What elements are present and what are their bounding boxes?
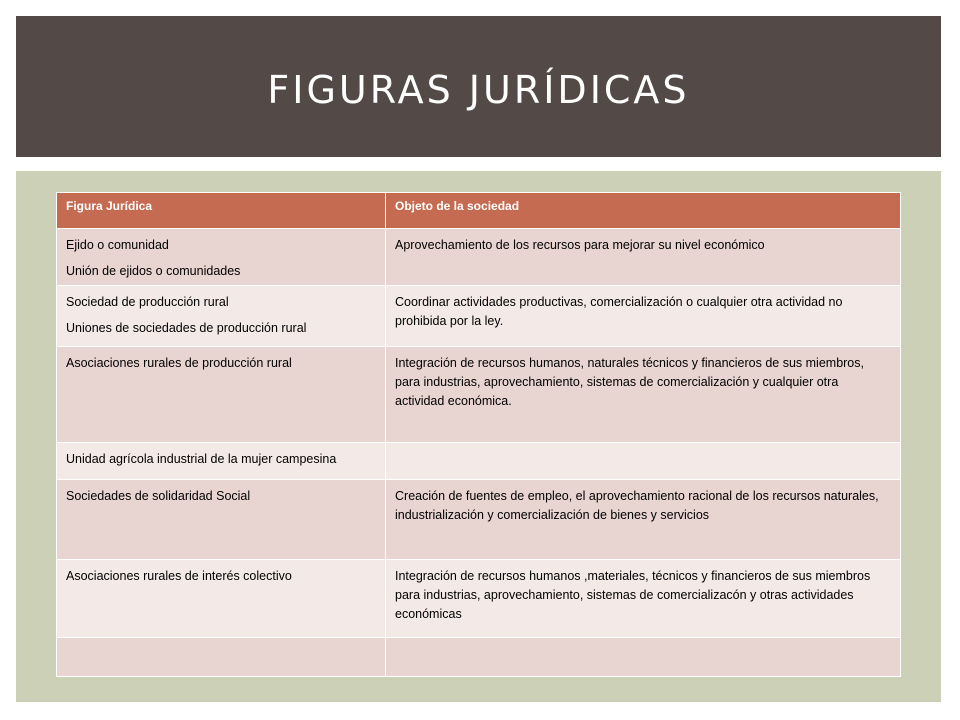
table-row: [57, 347, 901, 443]
cell-figura: [57, 229, 386, 286]
table-row: [57, 560, 901, 638]
cell-objeto: [386, 443, 901, 480]
figuras-table: [56, 192, 901, 677]
content-band: [16, 171, 941, 702]
figura-line: Ejido o comunidad: [66, 238, 169, 252]
table-row: [57, 638, 901, 677]
header-objeto: Objeto de la sociedad: [386, 193, 901, 229]
cell-objeto: [386, 638, 901, 677]
cell-figura: Asociaciones rurales de producción rural: [57, 347, 386, 443]
cell-objeto: Coordinar actividades productivas, comercialización o cualquier otra actividad no prohibida por la ley.: [386, 286, 901, 347]
cell-figura: Sociedades de solidaridad Social: [57, 480, 386, 560]
cell-figura: Unidad agrícola industrial de la mujer campesina: [57, 443, 386, 480]
table-row: [57, 229, 901, 286]
title-band: [16, 16, 941, 157]
table-row: [57, 286, 901, 347]
table-row: [57, 480, 901, 560]
cell-figura: Asociaciones rurales de interés colectivo: [57, 560, 386, 638]
cell-objeto: Creación de fuentes de empleo, el aprovechamiento racional de los recursos naturales, industrialización y comercialización de bienes y servicios: [386, 480, 901, 560]
table-row: [57, 443, 901, 480]
slide-title: FIGURAS JURÍDICAS: [267, 67, 690, 112]
cell-objeto: Integración de recursos humanos ,materiales, técnicos y financieros de sus miembros para industrias, aprovechamiento, sistemas de comercializacón y otras actividades económicas: [386, 560, 901, 638]
cell-figura: [57, 286, 386, 347]
cell-objeto: Aprovechamiento de los recursos para mejorar su nivel económico: [386, 229, 901, 286]
cell-figura: [57, 638, 386, 677]
header-figura: Figura Jurídica: [57, 193, 386, 229]
figura-line: Unión de ejidos o comunidades: [66, 264, 241, 278]
cell-objeto: Integración de recursos humanos, naturales técnicos y financieros de sus miembros, para industrias, aprovechamiento, sistemas de comercialización y cualquier otra actividad económica.: [386, 347, 901, 443]
figura-line: Sociedad de producción rural: [66, 295, 229, 309]
table-header-row: [57, 193, 901, 229]
figura-line: Uniones de sociedades de producción rural: [66, 321, 307, 335]
